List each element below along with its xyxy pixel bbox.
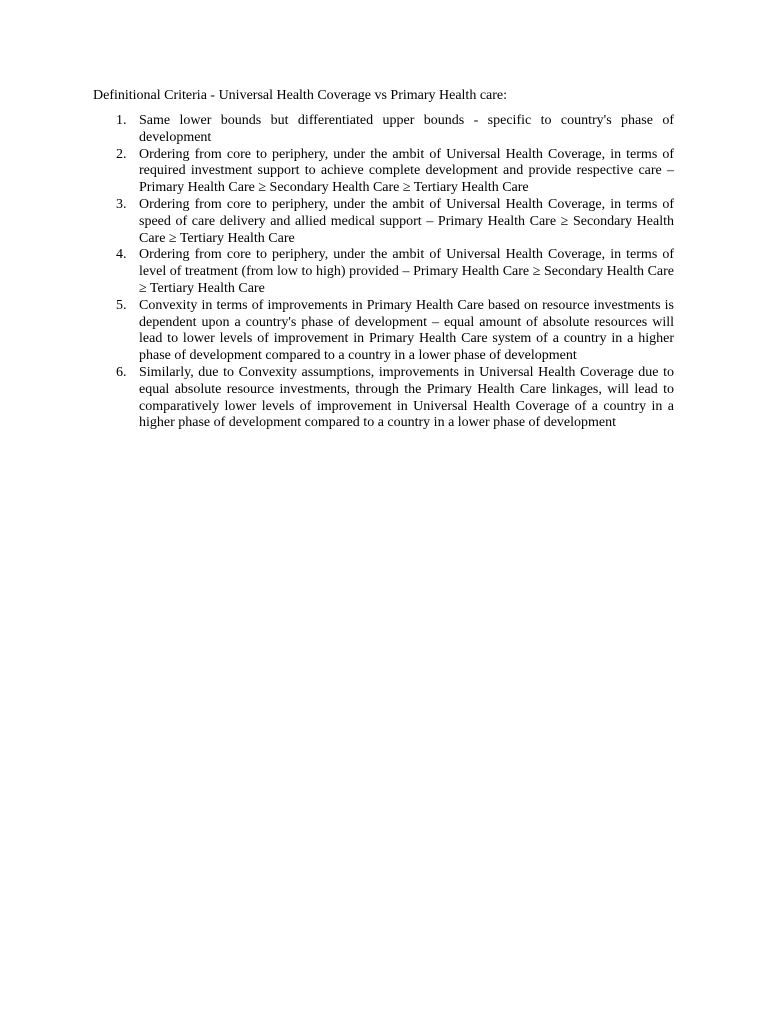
document-page (93, 87, 674, 432)
list-item-number: 6. (116, 364, 127, 380)
list-item-text: Convexity in terms of improvements in Primary Health Care based on resource investments is dependent upon a country's phase of development – equal amount of absolute resources will lead to lower levels of improvement in Primary Health Care system of a country in a higher phase of development compared to a country in a lower phase of development (139, 297, 674, 364)
list-item-number: 5. (116, 297, 127, 313)
list-item-text: Ordering from core to periphery, under the ambit of Universal Health Coverage, in terms of required investment support to achieve complete development and provide respective care – Primary Health Care ≥ Secondary Health Care ≥ Tertiary Health Care (139, 146, 674, 196)
list-item (93, 113, 674, 147)
list-item (93, 365, 674, 432)
list-item-text: Similarly, due to Convexity assumptions, improvements in Universal Health Coverage due to equal absolute resource investments, through the Primary Health Care linkages, will lead to comparatively lower levels of improvement in Universal Health Coverage of a country in a higher phase of development compared to a country in a lower phase of development (139, 364, 674, 431)
list-item (93, 147, 674, 197)
list-item-text: Ordering from core to periphery, under the ambit of Universal Health Coverage, in terms of level of treatment (from low to high) provided – Primary Health Care ≥ Secondary Health Care ≥ Tertiary Health Care (139, 247, 674, 296)
list-item (93, 298, 674, 365)
list-item-number: 4. (116, 247, 127, 263)
document-heading: Definitional Criteria - Universal Health Coverage vs Primary Health care: (93, 88, 508, 103)
list-item-number: 1. (116, 113, 127, 128)
list-item (93, 247, 674, 297)
list-item-text: Ordering from core to periphery, under the ambit of Universal Health Coverage, in terms of speed of care delivery and allied medical support – Primary Health Care ≥ Secondary Health Care ≥ Tertiary Health Care (139, 196, 674, 246)
list-item-number: 2. (116, 146, 127, 162)
list-item-number: 3. (116, 196, 127, 212)
criteria-list (93, 113, 674, 432)
list-item (93, 197, 674, 247)
list-item-text: Same lower bounds but differentiated upper bounds - specific to country's phase of development (139, 113, 674, 145)
